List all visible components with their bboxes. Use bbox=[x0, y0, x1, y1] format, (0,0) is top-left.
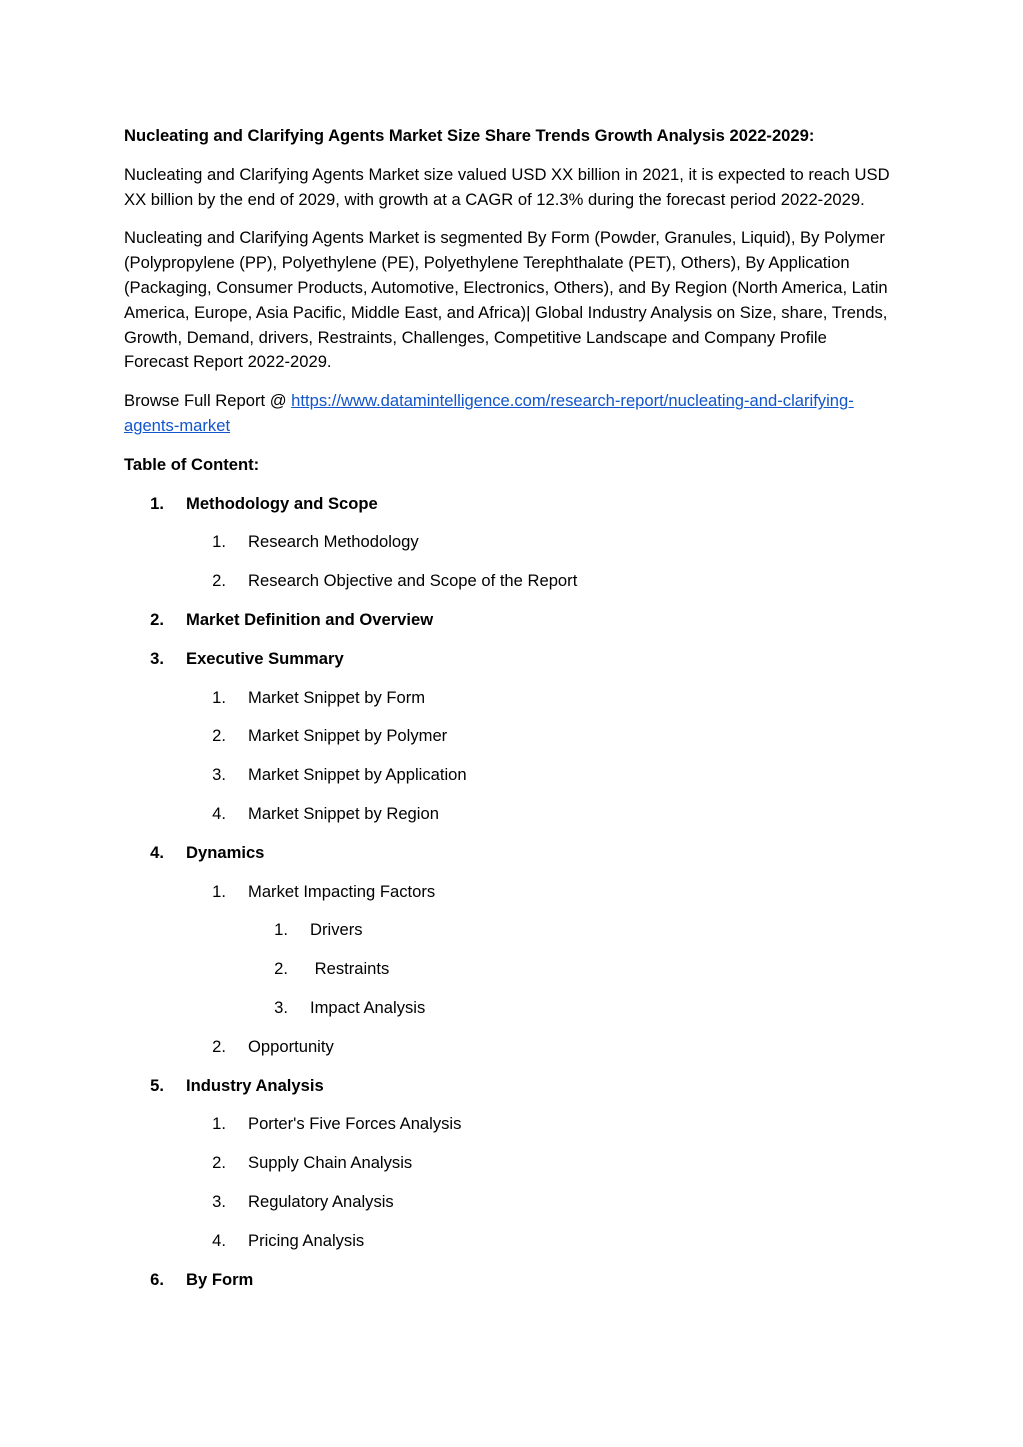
toc-item-label: Opportunity bbox=[248, 1036, 334, 1056]
toc-item-label: Market Snippet by Form bbox=[248, 687, 426, 707]
toc-item-market-impacting-factors bbox=[124, 880, 894, 905]
toc-item-label: Market Snippet by Application bbox=[248, 765, 467, 785]
toc-item-label: Research Objective and Scope of the Report bbox=[248, 571, 578, 591]
toc-item-number: 2. bbox=[150, 609, 164, 629]
toc-item-number: 2. bbox=[212, 1153, 226, 1173]
toc-item-label: Pricing Analysis bbox=[248, 1230, 365, 1250]
toc-item-impact-analysis bbox=[124, 996, 894, 1021]
toc-item-label: Porter's Five Forces Analysis bbox=[248, 1114, 462, 1134]
toc-item-porters-five-forces bbox=[124, 1112, 894, 1137]
toc-item-drivers bbox=[124, 918, 894, 943]
toc-item-number: 1. bbox=[274, 920, 288, 940]
toc-item-label: Research Methodology bbox=[248, 532, 419, 552]
toc-item-number: 2. bbox=[212, 571, 226, 591]
toc-item-supply-chain-analysis bbox=[124, 1151, 894, 1176]
toc-item-number: 4. bbox=[150, 842, 164, 862]
toc-item-label: Industry Analysis bbox=[186, 1075, 324, 1095]
toc-item-label: Market Snippet by Region bbox=[248, 803, 439, 823]
toc-title: Table of Content: bbox=[124, 454, 260, 474]
toc-item-snippet-by-region bbox=[124, 802, 894, 827]
document-page bbox=[124, 124, 894, 1306]
toc-item-number: 3. bbox=[212, 765, 226, 785]
toc-item-number: 2. bbox=[274, 959, 288, 979]
toc-item-label: Restraints bbox=[310, 959, 390, 979]
segmentation-paragraph: Nucleating and Clarifying Agents Market is segmented By Form (Powder, Granules, Liquid), By Polymer (Polypropylene (PP), Polyethylene (PE), Polyethylene Terephthalate (PET), Others), By Application (Packaging, Consumer Products, Automotive, Electronics, Others), and By Region (North America, Latin America, Europe, Asia Pacific, Middle East, and Africa)| Global Industry Analysis on Size, share, Trends, Growth, Demand, drivers, Restraints, Challenges, Competitive Landscape and Company Profile Forecast Report 2022-2029. bbox=[124, 228, 888, 372]
toc-item-number: 1. bbox=[150, 493, 164, 513]
toc-item-snippet-by-application bbox=[124, 763, 894, 788]
toc-item-number: 4. bbox=[212, 1230, 226, 1250]
report-link[interactable]: https://www.datamintelligence.com/research-report/nucleating-and-clarifying-agents-market bbox=[124, 391, 854, 435]
toc-item-label: Regulatory Analysis bbox=[248, 1191, 394, 1211]
toc-item-label: Dynamics bbox=[186, 842, 265, 862]
browse-prefix: Browse Full Report @ bbox=[124, 391, 292, 411]
toc-item-snippet-by-polymer bbox=[124, 724, 894, 749]
toc-item-label: By Form bbox=[186, 1269, 254, 1289]
toc-item-number: 1. bbox=[212, 687, 226, 707]
toc-item-number: 3. bbox=[274, 997, 288, 1017]
toc-item-label: Market Impacting Factors bbox=[248, 881, 436, 901]
toc-item-number: 1. bbox=[212, 532, 226, 552]
browse-report-line bbox=[124, 389, 894, 439]
toc-item-opportunity bbox=[124, 1035, 894, 1060]
toc-item-executive-summary bbox=[124, 647, 894, 672]
toc-item-label: Drivers bbox=[310, 920, 363, 940]
toc-item-label: Market Definition and Overview bbox=[186, 609, 434, 629]
toc-item-label: Methodology and Scope bbox=[186, 493, 378, 513]
toc-item-number: 3. bbox=[150, 648, 164, 668]
toc-item-number: 4. bbox=[212, 803, 226, 823]
toc-item-number: 5. bbox=[150, 1075, 164, 1095]
market-size-paragraph: Nucleating and Clarifying Agents Market size valued USD XX billion in 2021, it is expected to reach USD XX billion by the end of 2029, with growth at a CAGR of 12.3% during the forecast period 2022-2029. bbox=[124, 164, 890, 209]
toc-item-market-definition bbox=[124, 608, 894, 633]
toc-item-number: 1. bbox=[212, 881, 226, 901]
toc-item-label: Executive Summary bbox=[186, 648, 344, 668]
toc-item-pricing-analysis bbox=[124, 1229, 894, 1254]
toc-item-label: Supply Chain Analysis bbox=[248, 1153, 413, 1173]
toc-item-number: 3. bbox=[212, 1191, 226, 1211]
toc-item-number: 6. bbox=[150, 1269, 164, 1289]
toc-item-methodology-and-scope bbox=[124, 492, 894, 517]
table-of-contents bbox=[124, 492, 894, 1293]
toc-item-snippet-by-form bbox=[124, 686, 894, 711]
toc-item-number: 2. bbox=[212, 1036, 226, 1056]
toc-item-label: Impact Analysis bbox=[310, 997, 426, 1017]
document-title: Nucleating and Clarifying Agents Market Size Share Trends Growth Analysis 2022-2029: bbox=[124, 126, 815, 145]
toc-item-label: Market Snippet by Polymer bbox=[248, 726, 448, 746]
toc-item-regulatory-analysis bbox=[124, 1190, 894, 1215]
toc-item-restraints bbox=[124, 957, 894, 982]
toc-item-by-form bbox=[124, 1268, 894, 1293]
toc-item-number: 1. bbox=[212, 1114, 226, 1134]
toc-item-number: 2. bbox=[212, 726, 226, 746]
toc-item-research-methodology bbox=[124, 530, 894, 555]
toc-item-research-objective bbox=[124, 569, 894, 594]
toc-item-industry-analysis bbox=[124, 1074, 894, 1099]
toc-item-dynamics bbox=[124, 841, 894, 866]
